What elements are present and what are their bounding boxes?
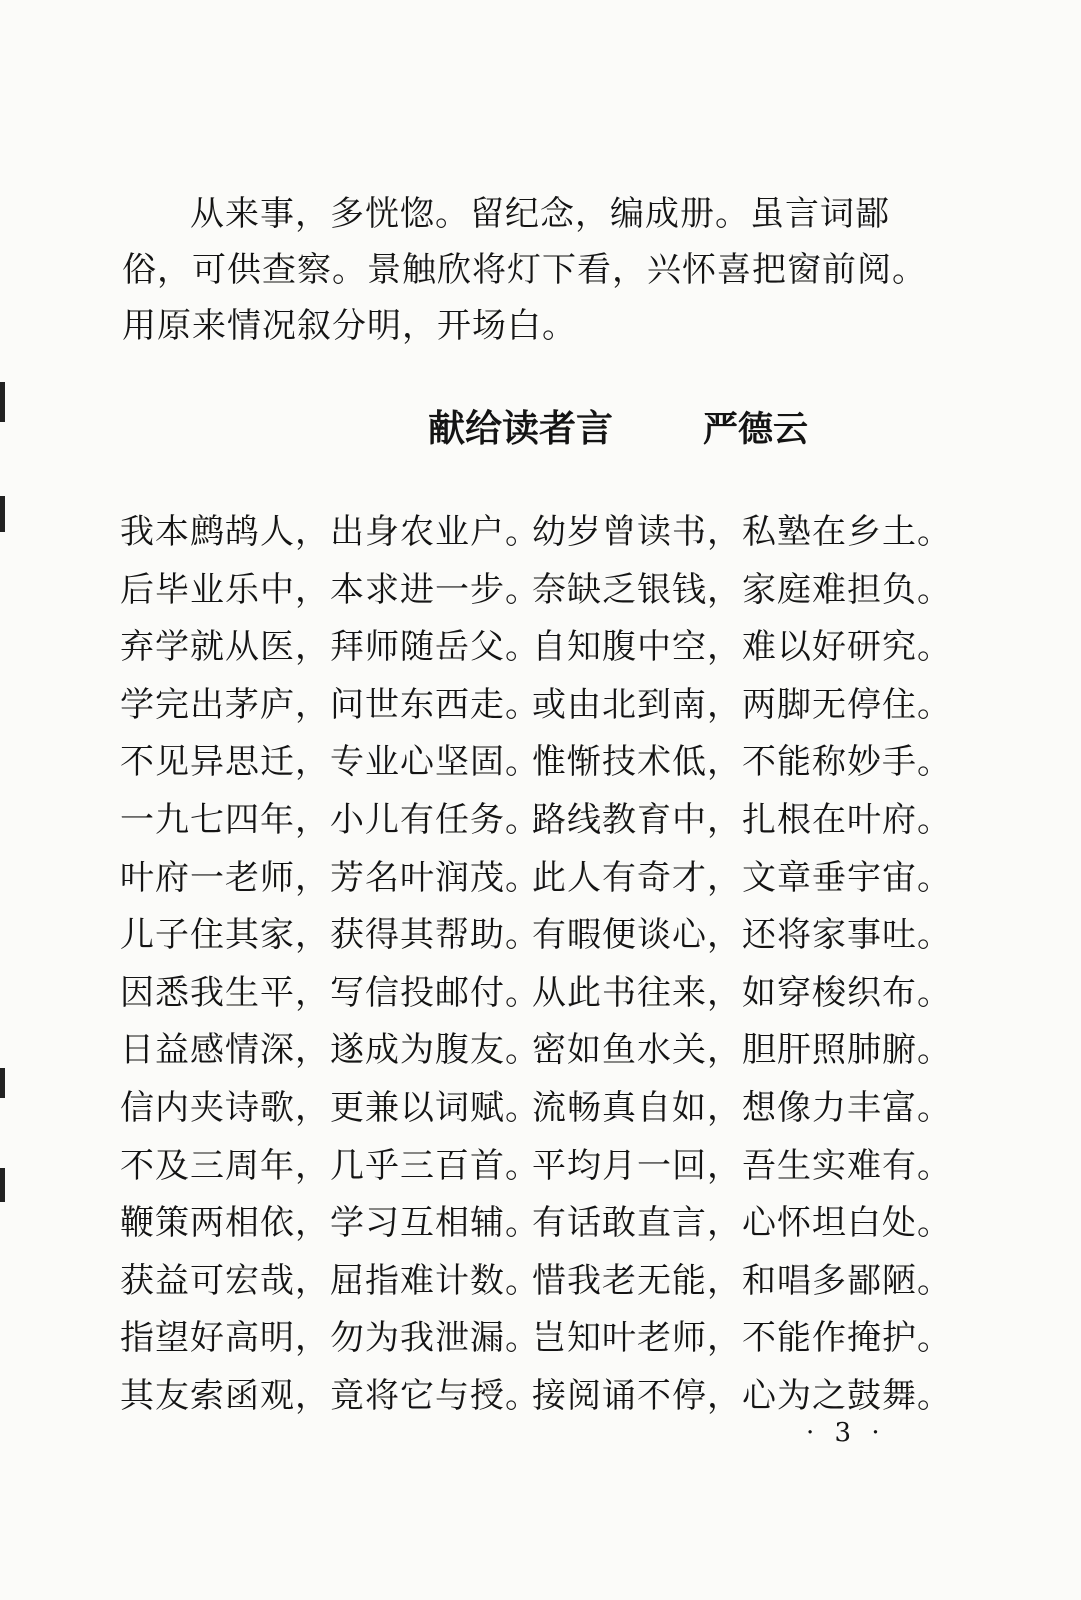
poem-line-first-half: 信内夹诗歌，更兼以词赋。 [120,1087,540,1128]
poem-line [120,1022,950,1080]
poem-line [120,792,950,850]
poem-line-first-half: 一九七四年，小儿有任务。 [120,799,540,840]
poem-line-second-half: 自知腹中空，难以好研究。 [532,627,952,668]
poem-line-second-half: 奈缺乏银钱，家庭难担负。 [532,569,952,610]
poem-line-first-half: 其友索函观，竟将它与授。 [120,1375,540,1416]
poem-line-first-half: 我本鹧鸪人，出身农业户。 [120,512,540,552]
section-title: 献给读者言 [428,407,613,450]
poem-line [120,965,950,1023]
binding-edge-mark [0,496,5,532]
binding-edge-mark [0,1068,5,1098]
poem-line-second-half: 密如鱼水关，胆肝照肺腑。 [532,1030,952,1071]
binding-edge-mark [0,1168,5,1202]
poem-line-second-half: 有暇便谈心，还将家事吐。 [532,915,952,956]
poem-line [120,1195,950,1253]
poem-line-second-half: 流畅真自如，想像力丰富。 [532,1087,952,1128]
poem-line [120,850,950,908]
poem-line [120,1080,950,1138]
poem-line [120,1253,950,1311]
binding-edge-mark [0,382,5,422]
poem-line [120,504,950,562]
intro-text: 从来事，多恍惚。留纪念，编成册。虽言词鄙俗，可供查察。景触欣将灯下看，兴怀喜把窗前阅。用原来情况叙分明，开场白。 [122,194,927,346]
poem-line-second-half: 从此书往来，如穿梭织布。 [532,972,952,1013]
poem-line-second-half: 幼岁曾读书，私塾在乡土。 [532,512,952,552]
intro-paragraph [122,186,952,354]
poem-line [120,734,950,792]
poem-line [120,1138,950,1196]
poem-line-first-half: 儿子住其家，获得其帮助。 [120,915,540,956]
poem-line-first-half: 弃学就从医，拜师随岳父。 [120,627,540,668]
poem-line-first-half: 鞭策两相依，学习互相辅。 [120,1203,540,1244]
poem-line [120,1310,950,1368]
poem-line-second-half: 惟惭技术低，不能称妙手。 [532,742,952,783]
poem-line-first-half: 获益可宏哉，屈指难计数。 [120,1260,540,1301]
poem-line-first-half: 指望好高明，勿为我泄漏。 [120,1318,540,1359]
page-number: · 3 · [806,1418,886,1448]
poem-line-first-half: 叶府一老师，芳名叶润茂。 [120,857,540,898]
poem-line-second-half: 或由北到南，两脚无停住。 [532,684,952,725]
poem-line [120,1368,950,1426]
poem-line-second-half: 惜我老无能，和唱多鄙陋。 [532,1260,952,1301]
poem-line-first-half: 不及三周年，几乎三百首。 [120,1145,540,1186]
poem-line-second-half: 岂知叶老师，不能作掩护。 [532,1318,952,1359]
poem-line-first-half: 不见异思迁，专业心坚固。 [120,742,540,783]
poem-line-first-half: 因悉我生平，写信投邮付。 [120,972,540,1013]
poem-line-first-half: 日益感情深，遂成为腹友。 [120,1030,540,1071]
poem-line-second-half: 接阅诵不停，心为之鼓舞。 [532,1375,952,1416]
poem-line-second-half: 平均月一回，吾生实难有。 [532,1145,952,1186]
poem-line-second-half: 路线教育中，扎根在叶府。 [532,799,952,840]
poem-line-first-half: 学完出茅庐，问世东西走。 [120,684,540,725]
section-heading [428,404,808,455]
poem-line-second-half: 此人有奇才，文章垂宇宙。 [532,857,952,898]
poem-line-second-half: 有话敢直言，心怀坦白处。 [532,1203,952,1244]
poem-line-first-half: 后毕业乐中，本求进一步。 [120,569,540,610]
poem-line [120,619,950,677]
poem-line [120,677,950,735]
poem-line [120,907,950,965]
poem-line [120,562,950,620]
section-author: 严德云 [703,410,809,450]
poem-body [120,504,950,1426]
